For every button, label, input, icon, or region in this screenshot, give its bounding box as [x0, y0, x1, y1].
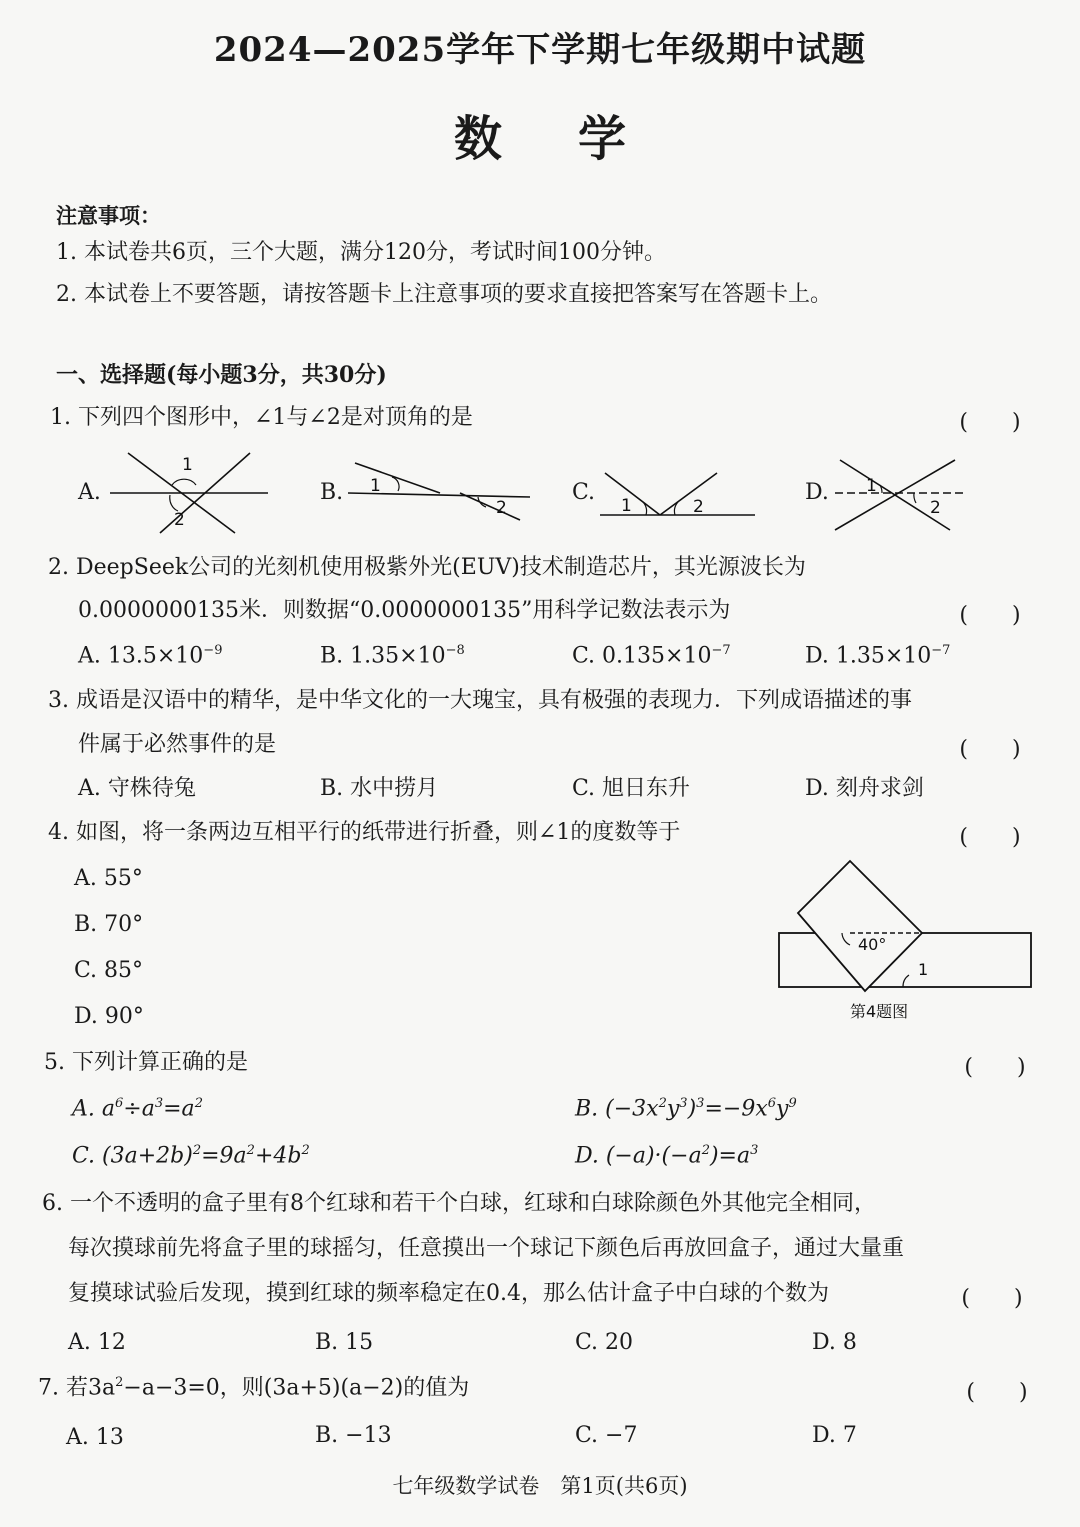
q3-line-2: 件属于必然事件的是 [78, 732, 277, 757]
q4-stem: 4. 如图，将一条两边互相平行的纸带进行折叠，则∠1的度数等于 [48, 820, 681, 845]
q2-answer-paren: ( ) [959, 603, 1021, 628]
q2-line-1: 2. DeepSeek公司的光刻机使用极紫外光(EUV)技术制造芯片，其光源波长为 [48, 555, 806, 580]
q1-a-label-2: 2 [174, 510, 185, 530]
q6-option-b: B. 15 [315, 1330, 374, 1355]
q1-b-label-1: 1 [370, 476, 381, 496]
q4-option-c: C. 85° [74, 958, 144, 983]
subject-char-2: 学 [578, 111, 627, 167]
q6-option-d: D. 8 [812, 1330, 857, 1355]
q6-option-c: C. 20 [575, 1330, 634, 1355]
q1-figure-c [595, 455, 760, 530]
q1-option-c-label: C. [572, 480, 596, 505]
q4-angle-1-label: 1 [918, 960, 929, 979]
q7-stem: 7. 若$3a^2-a-3=0$，则(3a+5)(a−2)的值为 [38, 1375, 470, 1401]
q2-option-d: D. $1.35\times 10^{-7}$ [805, 643, 951, 669]
subject-char-1: 数 [453, 111, 502, 167]
q4-figure [770, 855, 1040, 1035]
q3-answer-paren: ( ) [959, 737, 1021, 762]
q5-option-c: C. $(3a+2b)^2=9a^2+4b^2$ [72, 1143, 310, 1169]
q5-option-d: D. $(-a)\cdot(-a^2)=a^3$ [575, 1143, 759, 1169]
q2-option-b: B. $1.35\times 10^{-8}$ [320, 643, 465, 669]
notes-item-1: 1. 本试卷共6页，三个大题，满分120分，考试时间100分钟。 [56, 240, 666, 265]
q7-answer-paren: ( ) [966, 1380, 1028, 1405]
q4-angle-label: 40° [858, 935, 887, 954]
notes-item-2: 2. 本试卷上不要答题，请按答题卡上注意事项的要求直接把答案写在答题卡上。 [56, 282, 832, 307]
exam-title: 2024—2025学年下学期七年级期中试题 [213, 30, 867, 70]
notes-heading: 注意事项： [56, 204, 161, 228]
q3-line-1: 3. 成语是汉语中的精华，是中华文化的一大瑰宝，具有极强的表现力．下列成语描述的事 [48, 688, 912, 713]
q1-c-label-1: 1 [621, 496, 632, 516]
q7-option-a: A. 13 [66, 1425, 124, 1450]
q5-stem: 5. 下列计算正确的是 [44, 1050, 248, 1075]
q3-option-a: A. 守株待兔 [78, 776, 196, 801]
q2-option-c: C. $0.135\times 10^{-7}$ [572, 643, 731, 669]
q2-option-a: A. $13.5\times 10^{-9}$ [78, 643, 223, 669]
q1-c-label-2: 2 [693, 497, 704, 517]
q4-answer-paren: ( ) [959, 825, 1021, 850]
q6-line-1: 6. 一个不透明的盒子里有8个红球和若干个白球，红球和白球除颜色外其他完全相同， [42, 1191, 876, 1216]
q4-option-a: A. 55° [74, 866, 143, 891]
q1-option-a-label: A. [78, 480, 101, 505]
q4-option-b: B. 70° [74, 912, 144, 937]
q1-d-label-2: 2 [930, 498, 941, 518]
q1-figure-d [830, 455, 970, 535]
q6-line-2: 每次摸球前先将盒子里的球摇匀，任意摸出一个球记下颜色后再放回盒子，通过大量重 [68, 1236, 905, 1261]
q1-d-label-1: 1 [866, 476, 877, 496]
q1-figure-a [100, 445, 280, 540]
q4-figure-caption: 第4题图 [850, 1002, 909, 1021]
q1-stem: 1. 下列四个图形中，∠1与∠2是对顶角的是 [50, 405, 473, 430]
q4-option-d: D. 90° [74, 1004, 144, 1029]
q1-a-label-1: 1 [182, 455, 193, 475]
q7-option-b: B. −13 [315, 1423, 392, 1448]
q5-option-a: A. $a^6\div a^3=a^2$ [72, 1096, 203, 1122]
q6-option-a: A. 12 [68, 1330, 126, 1355]
q7-option-d: D. 7 [812, 1423, 857, 1448]
q2-line-2: 0.0000000135米．则数据“0.0000000135”用科学记数法表示为 [78, 598, 731, 623]
q1-b-label-2: 2 [496, 498, 507, 518]
q1-answer-paren: ( ) [959, 410, 1021, 435]
section-heading: 一、选择题(每小题3分，共30分) [56, 362, 387, 388]
q3-option-d: D. 刻舟求剑 [805, 776, 924, 801]
q1-figure-b [340, 455, 540, 530]
q6-answer-paren: ( ) [961, 1286, 1023, 1311]
q1-option-d-label: D. [805, 480, 829, 505]
subject-heading [0, 100, 1080, 169]
q3-option-c: C. 旭日东升 [572, 776, 691, 801]
q5-answer-paren: ( ) [964, 1055, 1026, 1080]
page-footer: 七年级数学试卷 第1页(共6页) [392, 1474, 688, 1498]
q7-option-c: C. −7 [575, 1423, 638, 1448]
q1-option-b-label: B. [320, 480, 344, 505]
q3-option-b: B. 水中捞月 [320, 776, 439, 801]
q6-line-3: 复摸球试验后发现，摸到红球的频率稳定在0.4，那么估计盒子中白球的个数为 [68, 1281, 829, 1306]
q5-option-b: B. $(-3x^2y^3)^3=-9x^6y^9$ [575, 1096, 797, 1122]
